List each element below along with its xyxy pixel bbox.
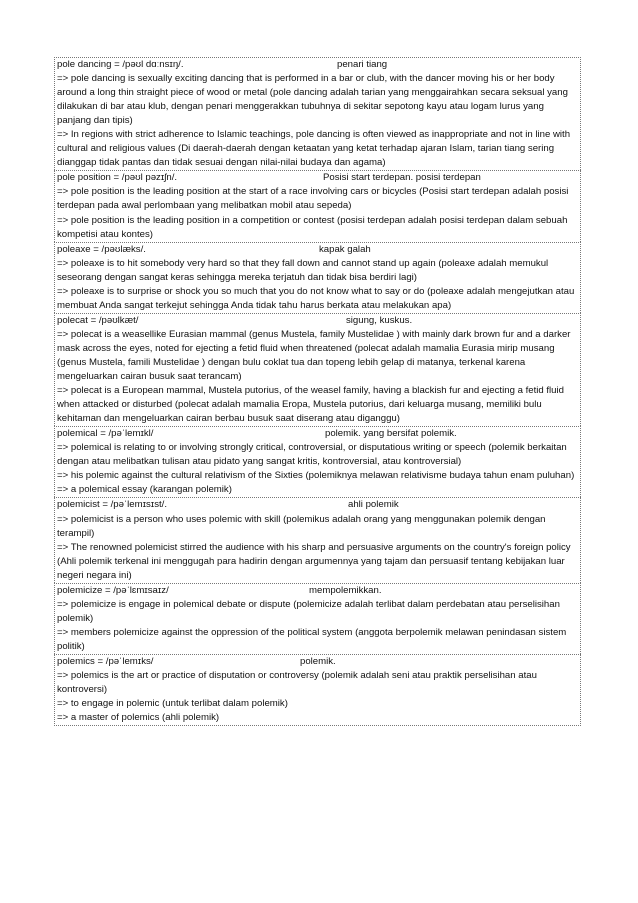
definition-line: => his polemic against the cultural relativism of the Sixties (polemiknya melawan relativisme budaya tahun enam puluhan) — [57, 470, 575, 482]
dictionary-entry — [54, 497, 581, 582]
headword: pole position = /pəʊl pəzɪʃn/. — [57, 172, 178, 184]
definition-line: => a polemical essay (karangan polemik) — [57, 484, 232, 496]
dictionary-entry — [54, 170, 581, 241]
dictionary-entry — [54, 313, 581, 426]
meaning: penari tiang — [337, 59, 388, 70]
meaning: mempolemikkan. — [309, 584, 382, 596]
definition-line: => pole position is the leading position at the start of a race involving cars or bicycles (Posisi start terdepan adalah posisi terdepan pada awal perlombaan yang melibatkan mobil atau sepeda) — [57, 186, 569, 212]
entry-headline — [57, 243, 579, 257]
headword: polemics = /pəˈlemɪks/ — [57, 655, 154, 667]
definition-line: => The renowned polemicist stirred the audience with his sharp and persuasive arguments on the country's foreign policy (Ahli polemik terkenal ini menggugah para hadirin dengan argumennya yang tajam dan persuasif tentang kebijakan luar negeri negara ini) — [57, 541, 571, 581]
entry-headline — [57, 58, 579, 72]
definition-line: => polecat is a weasellike Eurasian mammal (genus Mustela, family Mustelidae ) with mainly dark brown fur and a darker mask across the eyes, noted for ejecting a fetid fluid when threatened (polecat adalah mamalia Eurasia mirip musang (genus Mustela, famili Mustelidae ) dengan bulu coklat tua dan topeng lebih gelap di matanya, terkenal karena mengeluarkan cairan busuk saat terancam) — [57, 328, 571, 383]
dictionary-entry — [54, 242, 581, 313]
definition-line: => members polemicize against the oppression of the political system (anggota berpolemik melawan penindasan sistem politik) — [57, 626, 567, 652]
headword: polemicize = /pəˈlɛmɪsaɪz/ — [57, 584, 169, 596]
definition-line: => polemicist is a person who uses polemic with skill (polemikus adalah orang yang menggunakan polemik dengan terampil) — [57, 513, 546, 539]
headword: polemical = /pəˈlemɪkl/ — [57, 428, 154, 440]
headword: poleaxe = /pəʊlæks/. — [57, 243, 146, 255]
entry-headline — [57, 171, 579, 185]
definition-line: => poleaxe is to surprise or shock you so much that you do not know what to say or do (poleaxe adalah mengejutkan atau membuat Anda sangat terkejut sehingga Anda tidak tahu harus berkata atau melakukan apa) — [57, 285, 575, 311]
dictionary-entry — [54, 426, 581, 497]
headword: polemicist = /pəˈlemɪsɪst/. — [57, 499, 167, 511]
definition-line: => to engage in polemic (untuk terlibat dalam polemik) — [57, 698, 288, 710]
entry-headline — [57, 498, 579, 512]
definition-line: => polemicize is engage in polemical debate or dispute (polemicize adalah terlibat dalam perdebatan atau perselisihan polemik) — [57, 598, 560, 624]
definition-line: => pole position is the leading position in a competition or contest (posisi terdepan adalah posisi terdepan dalam sebuah kompetisi atau kontes) — [57, 214, 568, 240]
dictionary-entry — [54, 57, 581, 170]
definition-line: => polemics is the art or practice of disputation or controversy (polemik adalah seni atau praktik perselisihan atau kontroversi) — [57, 670, 537, 696]
definition-line: => pole dancing is sexually exciting dancing that is performed in a bar or club, with the dancer moving his or her body around a long thin straight piece of wood or metal (pole dancing adalah tarian yang menggairahkan secara seksual yang dilakukan di bar atau klub, dengan penari menggerakkan tubuhnya di sekitar sepotong kayu atau logam lurus yang panjang dan tipis) — [57, 73, 568, 127]
definition-line: => poleaxe is to hit somebody very hard so that they fall down and cannot stand up again (poleaxe adalah memukul seseorang dengan sangat keras sehingga mereka terjatuh dan tidak bisa berdiri lagi) — [57, 257, 549, 283]
headword: polecat = /pəʊlkæt/ — [57, 314, 139, 326]
dictionary-entry — [54, 654, 581, 726]
meaning: polemik. — [300, 655, 336, 667]
document — [54, 57, 581, 726]
meaning: kapak galah — [319, 243, 371, 255]
meaning: Posisi start terdepan. posisi terdepan — [323, 172, 481, 184]
meaning: polemik. yang bersifat polemik. — [325, 428, 457, 440]
entry-headline — [57, 314, 579, 328]
entry-headline — [57, 655, 579, 669]
definition-line: => polecat is a European mammal, Mustela putorius, of the weasel family, having a blackish fur and ejecting a fetid fluid when attacked or disturbed (polecat adalah mamalia Eropa, Mustela putorius, dari keluarga musang, memiliki bulu kehitaman dan mengeluarkan cairan berbau busuk saat diserang atau diganggu) — [57, 385, 564, 425]
definition-line: => a master of polemics (ahli polemik) — [57, 712, 220, 724]
meaning: sigung, kuskus. — [346, 314, 413, 326]
meaning: ahli polemik — [348, 499, 399, 511]
entry-headline — [57, 427, 579, 441]
entry-headline — [57, 584, 579, 598]
headword: pole dancing = /pəʊl dɑːnsɪŋ/. — [57, 59, 184, 70]
dictionary-entry — [54, 583, 581, 654]
definition-line: => In regions with strict adherence to Islamic teachings, pole dancing is often viewed as inappropriate and not in line with cultural and religious values (Di daerah-daerah dengan ketaatan yang ketat terhadap ajaran Islam, tarian tiang sering dianggap tidak pantas dan tidak sesuai dengan nilai-nilai budaya dan agama) — [57, 129, 571, 169]
definition-line: => polemical is relating to or involving strongly critical, controversial, or disputatious writing or speech (polemik berkaitan dengan atau melibatkan tulisan atau pidato yang sangat kritis, kontroversial, atau kontroversial) — [57, 442, 567, 468]
